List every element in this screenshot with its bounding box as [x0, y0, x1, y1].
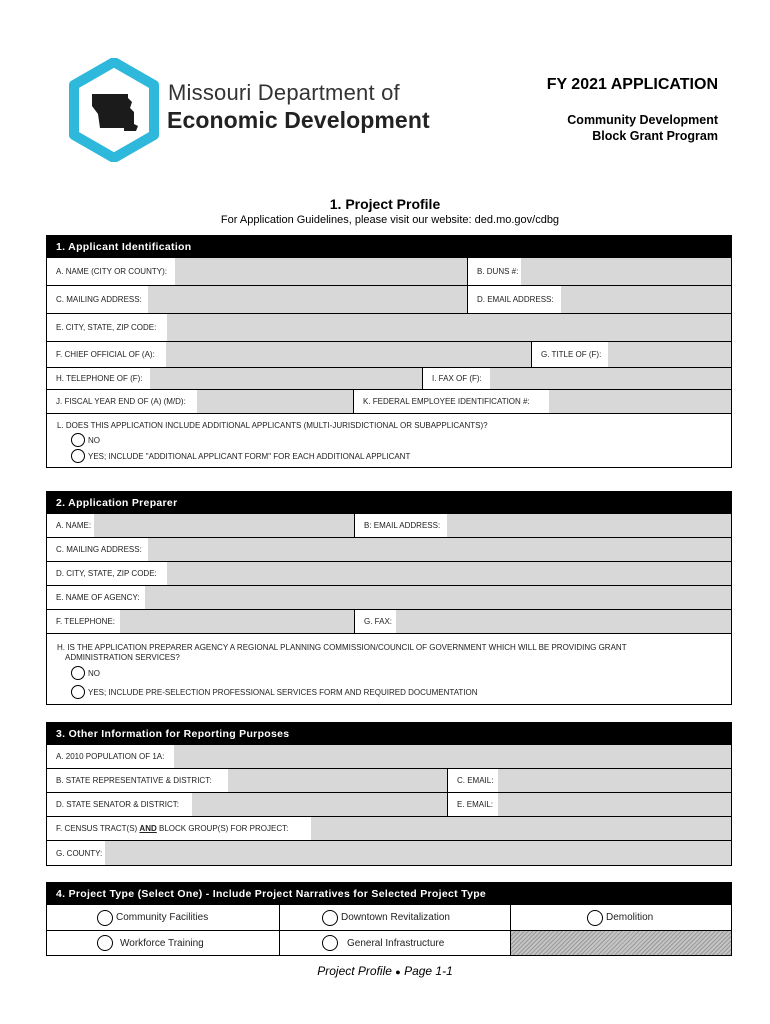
preparer-name-field[interactable]	[94, 514, 354, 537]
footer-bullet: ●	[395, 967, 401, 977]
s4-row-2	[47, 931, 731, 955]
fax-field[interactable]	[490, 368, 731, 389]
s3-row-a	[47, 745, 731, 769]
mailing-address-field[interactable]	[148, 286, 467, 313]
fiscal-year-end-label: J. FISCAL YEAR END OF (A) (M/D):	[56, 397, 186, 406]
s2-row-d	[47, 562, 731, 586]
s2-row-f	[47, 610, 731, 634]
senator-email-field[interactable]	[498, 793, 731, 816]
rep-email-field[interactable]	[498, 769, 731, 792]
logo-text-line1: Missouri Department of	[168, 80, 400, 105]
preparer-telephone-label: F. TELEPHONE:	[56, 617, 115, 626]
preparer-email-label: B: EMAIL ADDRESS:	[364, 521, 441, 530]
application-preparer-section	[46, 491, 732, 705]
rpc-question-line2: ADMINISTRATION SERVICES?	[65, 653, 180, 662]
census-label-and: AND	[139, 824, 157, 833]
additional-applicants-no-option[interactable]	[71, 433, 100, 447]
state-senator-field[interactable]	[192, 793, 447, 816]
federal-ein-label: K. FEDERAL EMPLOYEE IDENTIFICATION #:	[363, 397, 530, 406]
s4-row-1	[47, 905, 731, 931]
title-of-official-label: G. TITLE OF (F):	[541, 350, 602, 359]
county-field[interactable]	[105, 841, 731, 865]
radio-yes-label: YES; INCLUDE "ADDITIONAL APPLICANT FORM" FOR EACH ADDITIONAL APPLICANT	[88, 451, 411, 461]
unused-hatched-cell	[510, 931, 731, 955]
rpc-no-option[interactable]	[71, 666, 100, 680]
preparer-city-label: D. CITY, STATE, ZIP CODE:	[56, 569, 157, 578]
general-infrastructure-option[interactable]	[322, 931, 444, 955]
s3-row-b	[47, 769, 731, 793]
radio-yes-label: YES; INCLUDE PRE-SELECTION PROFESSIONAL SERVICES FORM AND REQUIRED DOCUMENTATION	[88, 687, 478, 697]
applicant-name-field[interactable]	[175, 258, 467, 285]
senator-email-label: E. EMAIL:	[457, 800, 494, 809]
project-type-section	[46, 882, 732, 956]
mailing-address-label: C. MAILING ADDRESS:	[56, 295, 142, 304]
radio-no[interactable]	[71, 666, 85, 680]
footer-text: Project Profile	[317, 964, 392, 978]
radio-yes[interactable]	[71, 685, 85, 699]
program-line1: Community Development	[567, 113, 718, 127]
federal-ein-field[interactable]	[549, 390, 731, 413]
page-footer	[0, 964, 770, 978]
section-2-header: 2. Application Preparer	[47, 492, 731, 514]
s1-row-h	[47, 368, 731, 390]
preparer-email-field[interactable]	[447, 514, 731, 537]
telephone-label: H. TELEPHONE OF (F):	[56, 374, 143, 383]
preparer-city-field[interactable]	[167, 562, 731, 585]
s3-row-g	[47, 841, 731, 865]
radio-general-infrastructure[interactable]	[322, 935, 338, 951]
logo-text-line2: Economic Development	[167, 107, 430, 133]
census-tract-field[interactable]	[311, 817, 731, 840]
fiscal-year-end-field[interactable]	[197, 390, 353, 413]
title-of-official-field[interactable]	[608, 342, 731, 367]
section-1-header: 1. Applicant Identification	[47, 236, 731, 258]
rpc-yes-option[interactable]	[71, 685, 478, 699]
population-label: A. 2010 POPULATION OF 1A:	[56, 752, 165, 761]
radio-community-facilities[interactable]	[97, 910, 113, 926]
guidelines-text: For Application Guidelines, please visit our website: ded.mo.gov/cdbg	[220, 214, 560, 226]
reporting-info-section	[46, 722, 732, 866]
radio-no[interactable]	[71, 433, 85, 447]
duns-label: B. DUNS #:	[477, 267, 519, 276]
applicant-name-label: A. NAME (CITY OR COUNTY):	[56, 267, 167, 276]
preparer-mailing-field[interactable]	[148, 538, 731, 561]
population-field[interactable]	[174, 745, 731, 768]
preparer-mailing-label: C. MAILING ADDRESS:	[56, 545, 142, 554]
community-facilities-label: Community Facilities	[116, 912, 209, 923]
radio-no-label: NO	[88, 668, 100, 678]
chief-official-field[interactable]	[166, 342, 531, 367]
rep-email-label: C. EMAIL:	[457, 776, 494, 785]
s2-row-e	[47, 586, 731, 610]
missouri-ded-logo-icon	[68, 58, 160, 162]
preparer-telephone-field[interactable]	[120, 610, 354, 633]
s1-row-a	[47, 258, 731, 286]
s1-row-e	[47, 314, 731, 342]
city-state-zip-label: E. CITY, STATE, ZIP CODE:	[56, 323, 157, 332]
chief-official-label: F. CHIEF OFFICIAL OF (A):	[56, 350, 155, 359]
workforce-training-label: Workforce Training	[120, 937, 204, 949]
email-address-field[interactable]	[561, 286, 731, 313]
section-4-header: 4. Project Type (Select One) - Include Project Narratives for Selected Project Type	[47, 883, 731, 905]
s1-row-l	[47, 414, 731, 467]
demolition-label: Demolition	[606, 912, 654, 923]
applicant-identification-section	[46, 235, 732, 468]
program-name	[567, 112, 718, 144]
s2-row-h	[47, 634, 731, 704]
community-facilities-option[interactable]	[97, 905, 208, 930]
page-title: 1. Project Profile	[329, 196, 441, 212]
s3-row-d	[47, 793, 731, 817]
census-label-post: BLOCK GROUP(S) FOR PROJECT:	[156, 824, 289, 833]
preparer-fax-field[interactable]	[396, 610, 731, 633]
rpc-question-line1: H. IS THE APPLICATION PREPARER AGENCY A REGIONAL PLANNING COMMISSION/COUNCIL OF GOVERNMENT WHICH WILL BE PROVIDING GRANT	[57, 643, 627, 652]
radio-no-label: NO	[88, 435, 100, 445]
state-senator-label: D. STATE SENATOR & DISTRICT:	[56, 800, 179, 809]
agency-name-label: E. NAME OF AGENCY:	[56, 593, 140, 602]
preparer-fax-label: G. FAX:	[364, 617, 393, 626]
preparer-name-label: A. NAME:	[56, 521, 92, 530]
downtown-revitalization-label: Downtown Revitalization	[341, 912, 450, 923]
radio-workforce-training[interactable]	[97, 935, 113, 951]
s1-row-c	[47, 286, 731, 314]
s1-row-f	[47, 342, 731, 368]
s2-row-c	[47, 538, 731, 562]
telephone-field[interactable]	[150, 368, 422, 389]
s3-row-f	[47, 817, 731, 841]
application-title: FY 2021 APPLICATION	[546, 76, 718, 93]
fax-label: I. FAX OF (F):	[432, 374, 482, 383]
section-3-header: 3. Other Information for Reporting Purposes	[47, 723, 731, 745]
radio-downtown-revitalization[interactable]	[322, 910, 338, 926]
census-label-pre: F. CENSUS TRACT(S)	[56, 824, 140, 833]
workforce-training-option[interactable]	[97, 931, 204, 955]
demolition-option[interactable]	[587, 905, 653, 930]
additional-applicants-question: L. DOES THIS APPLICATION INCLUDE ADDITIONAL APPLICANTS (MULTI-JURISDICTIONAL OR SUBAPPLICANTS)?	[57, 421, 488, 430]
census-tract-label	[56, 817, 288, 840]
city-state-zip-field[interactable]	[167, 314, 731, 341]
duns-field[interactable]	[521, 258, 731, 285]
program-line2: Block Grant Program	[592, 129, 718, 143]
general-infrastructure-label: General Infrastructure	[347, 937, 445, 949]
s2-row-a	[47, 514, 731, 538]
s1-row-j	[47, 390, 731, 414]
agency-name-field[interactable]	[145, 586, 731, 609]
county-label: G. COUNTY:	[56, 848, 103, 858]
email-address-label: D. EMAIL ADDRESS:	[477, 295, 554, 304]
downtown-revitalization-option[interactable]	[322, 905, 450, 930]
state-rep-label: B. STATE REPRESENTATIVE & DISTRICT:	[56, 776, 212, 785]
radio-demolition[interactable]	[587, 910, 603, 926]
footer-page-number: Page 1-1	[404, 964, 453, 978]
state-rep-field[interactable]	[228, 769, 447, 792]
radio-yes[interactable]	[71, 449, 85, 463]
additional-applicants-yes-option[interactable]	[71, 449, 410, 463]
